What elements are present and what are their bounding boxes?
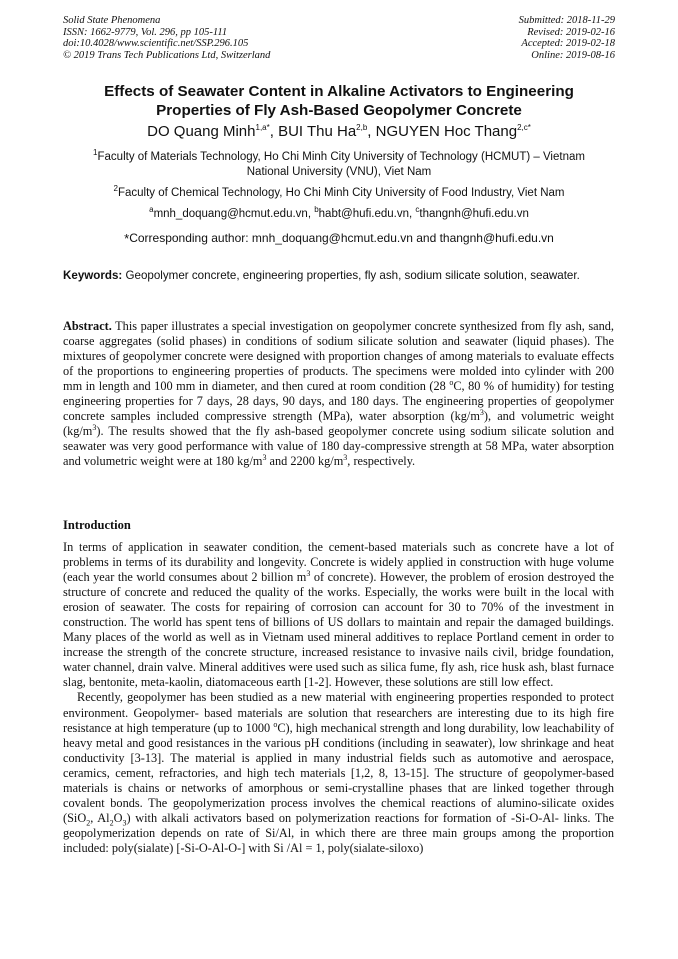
affiliation-2-text: Faculty of Chemical Technology, Ho Chi Minh City University of Food Industry, Viet Nam bbox=[117, 187, 565, 199]
corresponding-author-text: Corresponding author: mnh_doquang@hcmut.edu.vn and thangnh@hufi.edu.vn bbox=[129, 231, 554, 245]
introduction-heading: Introduction bbox=[63, 518, 131, 532]
intro-text: , Al bbox=[90, 810, 110, 825]
affiliation-2-number: 2 bbox=[113, 184, 118, 194]
email-b-sup: b bbox=[314, 205, 319, 215]
keywords bbox=[63, 268, 614, 284]
abstract-text: ), and volumetric weight (kg/m bbox=[63, 409, 614, 439]
affiliation-1-line-1: Faculty of Materials Technology, Ho Chi Minh City University of Technology (HCMUT) – Vietnam bbox=[97, 151, 585, 163]
abstract-text: and 2200 kg/m bbox=[266, 454, 344, 469]
subscript: 2 bbox=[86, 818, 91, 828]
online-date: Online: 2019-08-16 bbox=[531, 49, 615, 61]
journal-name: Solid State Phenomena bbox=[63, 15, 161, 26]
journal-header bbox=[63, 15, 270, 61]
email-c[interactable]: thangnh@hufi.edu.vn bbox=[419, 208, 529, 220]
author-2: BUI Thu Ha bbox=[278, 123, 357, 140]
author-sep: , bbox=[269, 123, 279, 140]
cube-sup: 3 bbox=[262, 453, 267, 463]
intro-paragraph-2 bbox=[63, 690, 614, 856]
copyright: © 2019 Trans Tech Publications Ltd, Switzerland bbox=[63, 49, 271, 61]
affiliation-1-number: 1 bbox=[93, 148, 98, 158]
keywords-text: Geopolymer concrete, engineering properties, fly ash, sodium silicate solution, seawater. bbox=[122, 269, 580, 282]
email-b[interactable]: habt@hufi.edu.vn, bbox=[318, 208, 416, 220]
subscript: 3 bbox=[122, 818, 127, 828]
corresponding-author bbox=[50, 231, 628, 246]
intro-text: Recently, geopolymer has been studied as a new material with engineering properties responded to protect environment. Geopolymer- based materials are solution that researchers are interesting due to its high fire resistance at high temperature (up to 1000 bbox=[63, 690, 614, 735]
intro-text: C), high mechanical strength and long durability, low leachability of heavy metal and good resistances in the various pH conditions (including in seawater), low shrinkage and heat conductivity [3-13]. The material is applied in many industrial fields such as automotive and aerospace, ceramics, cement, refractories, and high tech materials [1,2, 8, 13-15]. The structure of geopolymer-based materials is chains or networks of amorphous or semi-crystalline phases that are linked together through covalent bonds. The geopolymerization process involves the chemical reactions of alumino-silicate oxides (SiO bbox=[63, 720, 614, 825]
email-a[interactable]: mnh_doquang@hcmut.edu.vn, bbox=[153, 208, 315, 220]
author-1-sup: 1,a* bbox=[255, 123, 270, 132]
author-2-sup: 2,b bbox=[356, 123, 368, 132]
doi: doi:10.4028/www.scientific.net/SSP.296.105 bbox=[63, 38, 249, 50]
email-list bbox=[50, 207, 628, 222]
submitted-date: Submitted: 2018-11-29 bbox=[518, 15, 615, 26]
intro-text: of concrete). However, the problem of erosion destroyed the structure of concrete and reduced the quality of the works. Especially, the works were built in the local with erosion of seawater. The costs for repairing of corrosion can account for 30 to 70% of the investment in construction. The world has spent tens of billions of US dollars to maintain and repair the damaged buildings. Many places of the world as well as in Vietnam used mineral additives to replace Portland cement in order to increase the strength of the concrete structure, increased resistance to invasive nails civil, bridge foundation, water channel, drain valve. Mineral additives were used such as silica fume, fly ash, rice husk ash, blast furnace slag, bentonite, meta-kaolin, diatomaceous earth [1-2]. However, these solutions are still low effect. bbox=[63, 570, 614, 690]
affiliation-1 bbox=[50, 150, 628, 180]
abstract bbox=[63, 319, 614, 469]
cube-sup: 3 bbox=[343, 453, 348, 463]
abstract-text: This paper illustrates a special investigation on geopolymer concrete synthesized from fly ash, sand, coarse aggregates (solid phases) in conditions of sodium silicate solution and seawater (liquid phases). The mixtures of geopolymer concrete were designed with proportion changes of among materials to evaluate effects of the proportions to engineering properties of products. The specimens were molded into cylinder with 200 mm in length and 100 mm in diameter, and then cured at room condition (28 bbox=[63, 319, 614, 394]
dates-header bbox=[519, 15, 615, 61]
affiliation-1-line-2: National University (VNU), Viet Nam bbox=[246, 166, 432, 178]
paper-title bbox=[40, 82, 638, 120]
title-line-1: Effects of Seawater Content in Alkaline Activators to Engineering bbox=[104, 83, 574, 100]
introduction-body bbox=[63, 540, 614, 856]
author-1: DO Quang Minh bbox=[147, 123, 256, 140]
issn: ISSN: 1662-9779, Vol. 296, pp 105-111 bbox=[63, 26, 228, 38]
author-3-sup: 2,c* bbox=[517, 123, 531, 132]
revised-date: Revised: 2019-02-16 bbox=[527, 26, 615, 38]
author-sep: , bbox=[367, 123, 376, 140]
keywords-label: Keywords: bbox=[63, 269, 123, 282]
intro-text: In terms of application in seawater condition, the cement-based materials such as concrete have a lot of problems in terms of its durability and longevity. Concrete is widely applied in construction with huge volume (each year the world consumes about 2 billion m bbox=[63, 540, 614, 585]
author-3: NGUYEN Hoc Thang bbox=[375, 123, 518, 140]
abstract-text: C, 80 % of humidity) for testing engineering properties for 7 days, 28 days, 90 days, and 180 days. The engineering properties of geopolymer concrete samples included compressive strength (MPa), water absorption (kg/m bbox=[63, 379, 614, 424]
degree-sup: o bbox=[449, 378, 454, 388]
cube-sup: 3 bbox=[92, 423, 97, 433]
intro-text: O bbox=[113, 810, 123, 825]
title-line-2: Properties of Fly Ash-Based Geopolymer Concrete bbox=[156, 102, 522, 119]
author-list bbox=[30, 123, 648, 141]
degree-sup: o bbox=[273, 719, 278, 729]
email-a-sup: a bbox=[149, 205, 154, 215]
affiliation-2 bbox=[50, 186, 628, 201]
accepted-date: Accepted: 2019-02-18 bbox=[521, 38, 615, 50]
asterisk-mark: * bbox=[124, 231, 130, 246]
abstract-label: Abstract. bbox=[63, 319, 112, 333]
abstract-text: ). The results showed that the fly ash-based geopolymer concrete using sodium silicate solution and seawater was very good performance with value of 180 day-compressive strength at 58 MPa, water absorption and volumetric weight were at 180 kg/m bbox=[63, 424, 614, 469]
cube-sup: 3 bbox=[479, 408, 484, 418]
intro-paragraph-1 bbox=[63, 540, 614, 690]
email-c-sup: c bbox=[415, 205, 420, 215]
intro-text: ) with alkali activators based on polymerization reactions for formation of -Si-O-Al- links. The geopolymerization depends on rate of Si/Al, in which there are three main groups among the proportion included: poly(sialate) [-Si-O-Al-O-] with Si /Al = 1, poly(sialate-siloxo) bbox=[63, 810, 614, 855]
subscript: 2 bbox=[109, 818, 114, 828]
cube-sup: 3 bbox=[306, 569, 311, 578]
abstract-text: , respectively. bbox=[347, 454, 416, 469]
